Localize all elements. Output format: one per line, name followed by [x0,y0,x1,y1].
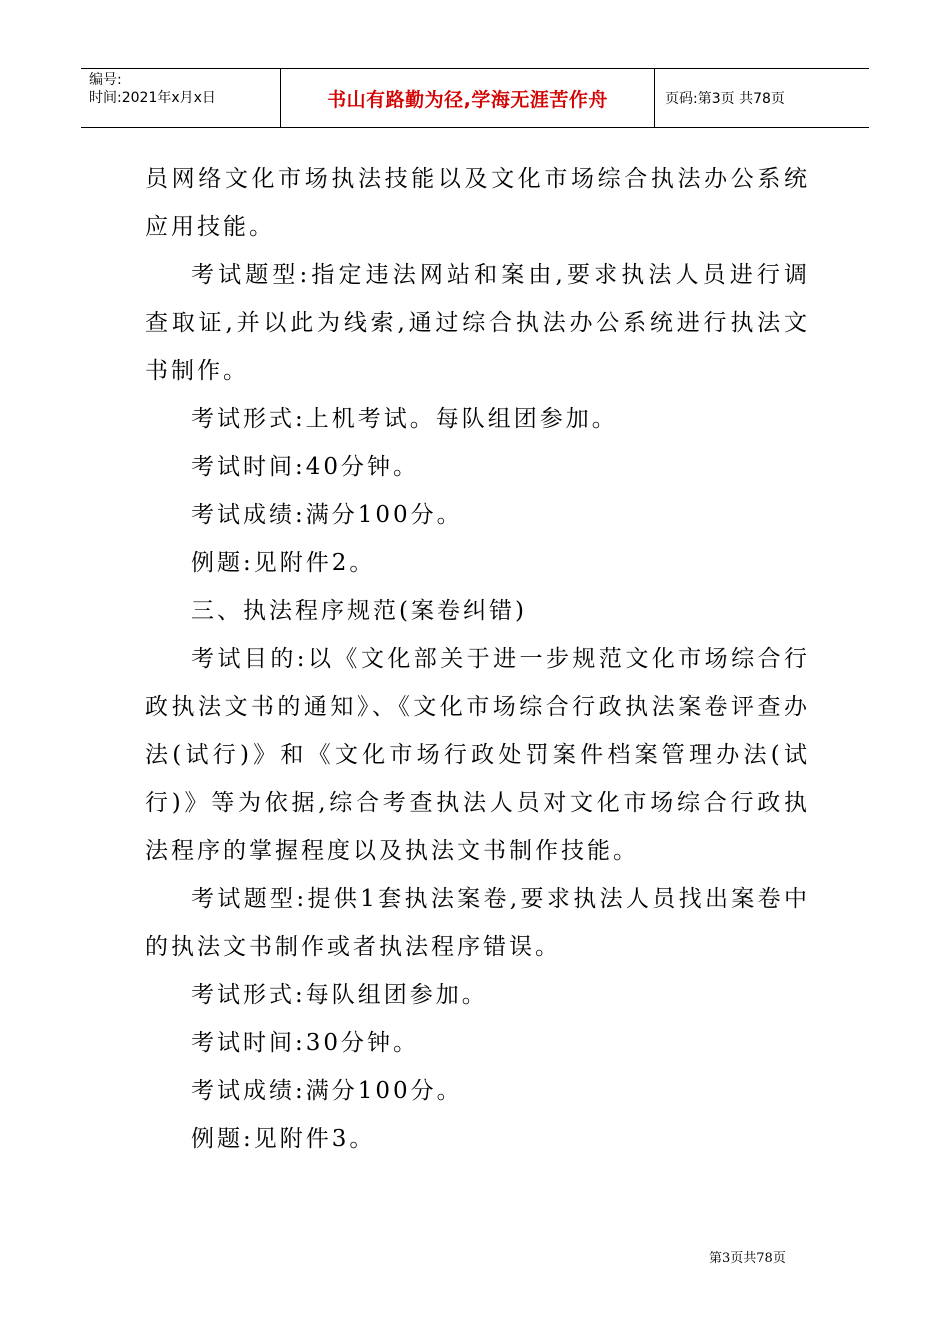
document-number-label: 编号: [89,72,122,88]
paragraph: 考试成绩:满分100分。 [191,502,463,528]
paragraph: 考试目的:以《文化部关于进一步规范文化市场综合行政执法文书的通知》、《文化市场综合行政执法案卷评查办法(试行)》和《文化市场行政处罚案件档案管理办法(试行)》等为依据,综合考查执法人员对文化市场综合行政执法程序的掌握程度以及执法文书制作技能。 [145,646,810,864]
paragraph: 员网络文化市场执法技能以及文化市场综合执法办公系统应用技能。 [145,166,810,240]
header-page-info: 页码:第3页 共78页 [665,91,785,107]
paragraph: 例题:见附件2。 [191,550,376,576]
page-footer: 第3页共78页 [709,1251,786,1266]
paragraph: 考试题型:指定违法网站和案由,要求执法人员进行调查取证,并以此为线索,通过综合执法办公系统进行执法文书制作。 [145,262,810,384]
header-meta [81,69,281,127]
section-heading: 三、执法程序规范(案卷纠错) [191,598,527,624]
paragraph: 考试形式:上机考试。每队组团参加。 [191,406,618,432]
header-motto: 书山有路勤为径,学海无涯苦作舟 [281,69,655,127]
paragraph: 考试形式:每队组团参加。 [191,982,488,1008]
paragraph: 考试时间:40分钟。 [191,454,420,480]
document-body [145,155,810,1163]
document-time-label: 时间:2021年x月x日 [89,90,216,106]
paragraph: 考试题型:提供1套执法案卷,要求执法人员找出案卷中的执法文书制作或者执法程序错误。 [145,886,810,960]
paragraph: 考试时间:30分钟。 [191,1030,420,1056]
page-header [81,68,869,128]
paragraph: 考试成绩:满分100分。 [191,1078,463,1104]
paragraph: 例题:见附件3。 [191,1126,376,1152]
